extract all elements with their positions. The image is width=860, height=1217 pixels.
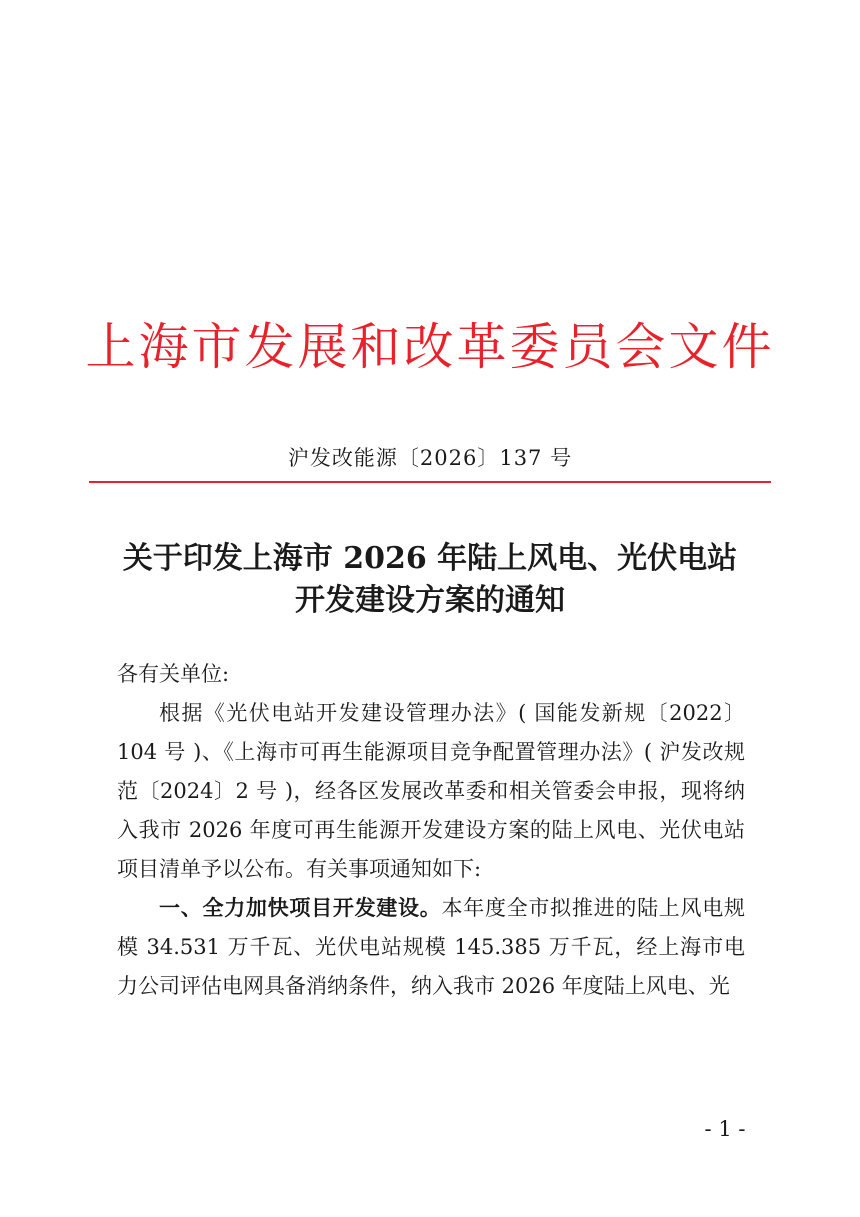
paragraph-section-1: [117, 889, 745, 1006]
document-title: [60, 538, 800, 622]
issuing-agency-header: 上海市发展和改革委员会文件: [85, 318, 775, 376]
document-number: 沪发改能源〔2026〕137 号: [287, 446, 573, 470]
salutation: 各有关单位:: [117, 662, 230, 686]
red-divider-line: [89, 481, 771, 483]
section-1-text: 本年度全市拟推进的陆上风电规模 34.531 万千瓦、光伏电站规模 145.385 万千瓦，经上海市电力公司评估电网具备消纳条件，纳入我市 2026 年度陆上风电、光: [117, 896, 745, 998]
paragraph-basis: 根据《光伏电站开发建设管理办法》( 国能发新规〔2022〕104 号 )、《上海市可再生能源项目竞争配置管理办法》( 沪发改规范〔2024〕2 号 )，经各区发展改革委和相关管委会申报，现将纳入我市 2026 年度可再生能源开发建设方案的陆上风电、光伏电站项目清单予以公布。有关事项通知如下:: [117, 701, 745, 881]
page-number: - 1 -: [704, 1117, 746, 1141]
section-1-heading: 一、全力加快项目开发建设。: [159, 896, 442, 920]
title-line-1: 关于印发上海市 2026 年陆上风电、光伏电站: [122, 541, 738, 576]
title-line-2: 开发建设方案的通知: [295, 583, 565, 618]
document-body: [117, 655, 745, 1006]
